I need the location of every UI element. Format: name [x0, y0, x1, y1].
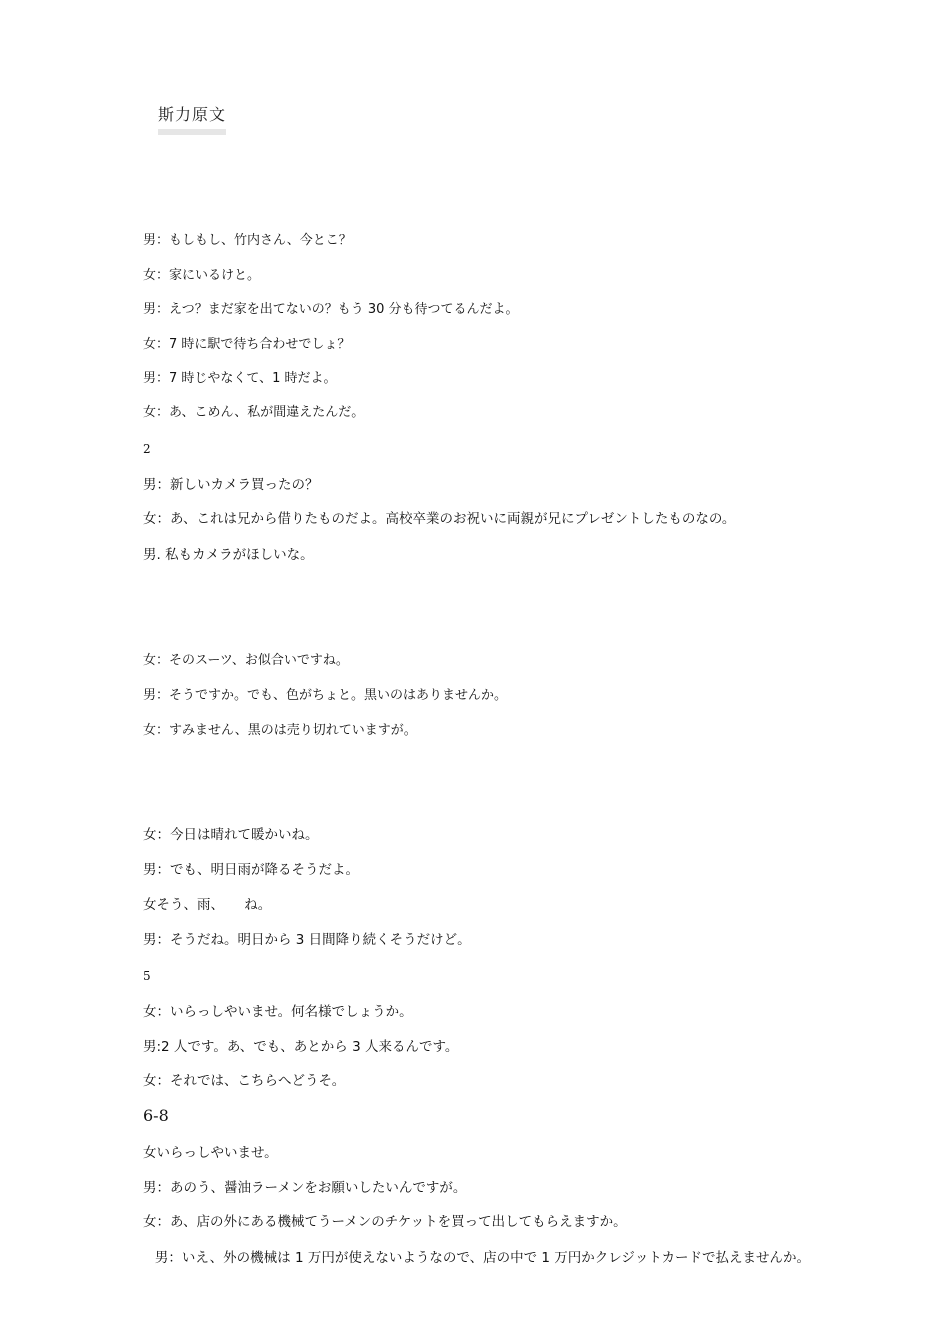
dialogue-line: 男：もしもし、竹内さん、今とこ？: [143, 233, 352, 248]
dialogue-line: 女：家にいるけと。: [143, 268, 261, 283]
dialogue-line: 男：えつ？まだ家を出てないの？もう 30 分も待つてるんだよ。: [143, 302, 519, 317]
dialogue-line: 男：いえ、外の機械は 1 万円が使えないようなので、店の中で 1 万円かクレジットカードで払えませんか。: [154, 1250, 810, 1266]
dialogue-line: 女：あ、店の外にある機械てうーメンのチケットを買って出してもらえますか。: [143, 1214, 627, 1230]
dialogue-line: 男：あのう、醤油ラーメンをお願いしたいんですが。: [143, 1180, 467, 1196]
dialogue-line: 女：そのスーツ、お似合いですね。: [143, 653, 349, 668]
dialogue-line: 女：あ、こめん、私が間違えたんだ。: [143, 405, 365, 420]
dialogue-line: 男：新しいカメラ買ったの？: [143, 477, 319, 493]
section-heading: 6-8: [143, 1106, 169, 1125]
document-title: 斯力原文: [158, 102, 226, 135]
dialogue-line: 男：7 時じやなくて、1 時だよ。: [143, 371, 337, 386]
dialogue-line: 男：そうですか。でも、色がちょと。黒いのはありませんか。: [143, 688, 508, 703]
dialogue-line: 女そう、雨、 ね。: [143, 897, 272, 913]
dialogue-line: 男. 私もカメラがほしいな。: [143, 547, 314, 563]
dialogue-line: 女：あ、これは兄から借りたものだよ。高校卒業のお祝いに両親が兄にプレゼントしたものなの。: [143, 511, 736, 527]
dialogue-line: 男：でも、明日雨が降るそうだよ。: [143, 862, 359, 878]
dialogue-line: 女いらっしやいませ。: [143, 1145, 278, 1161]
dialogue-line: 女：いらっしやいませ。何名様でしょうか。: [143, 1004, 413, 1020]
dialogue-line: 女：今日は晴れて暖かいね。: [143, 827, 319, 843]
dialogue-line: 女：7 時に駅で待ち合わせでしょ？: [143, 337, 351, 352]
section-number: 2: [143, 442, 151, 456]
dialogue-line: 男：そうだね。明日から 3 日間降り続くそうだけど。: [143, 932, 471, 948]
dialogue-line: 男:2 人です。あ、でも、あとから 3 人来るんです。: [143, 1039, 459, 1055]
dialogue-line: 女：すみません、黒のは売り切れていますが。: [143, 723, 417, 738]
dialogue-line: 女：それでは、こちらへどうそ。: [143, 1073, 346, 1089]
section-number: 5: [143, 969, 151, 983]
